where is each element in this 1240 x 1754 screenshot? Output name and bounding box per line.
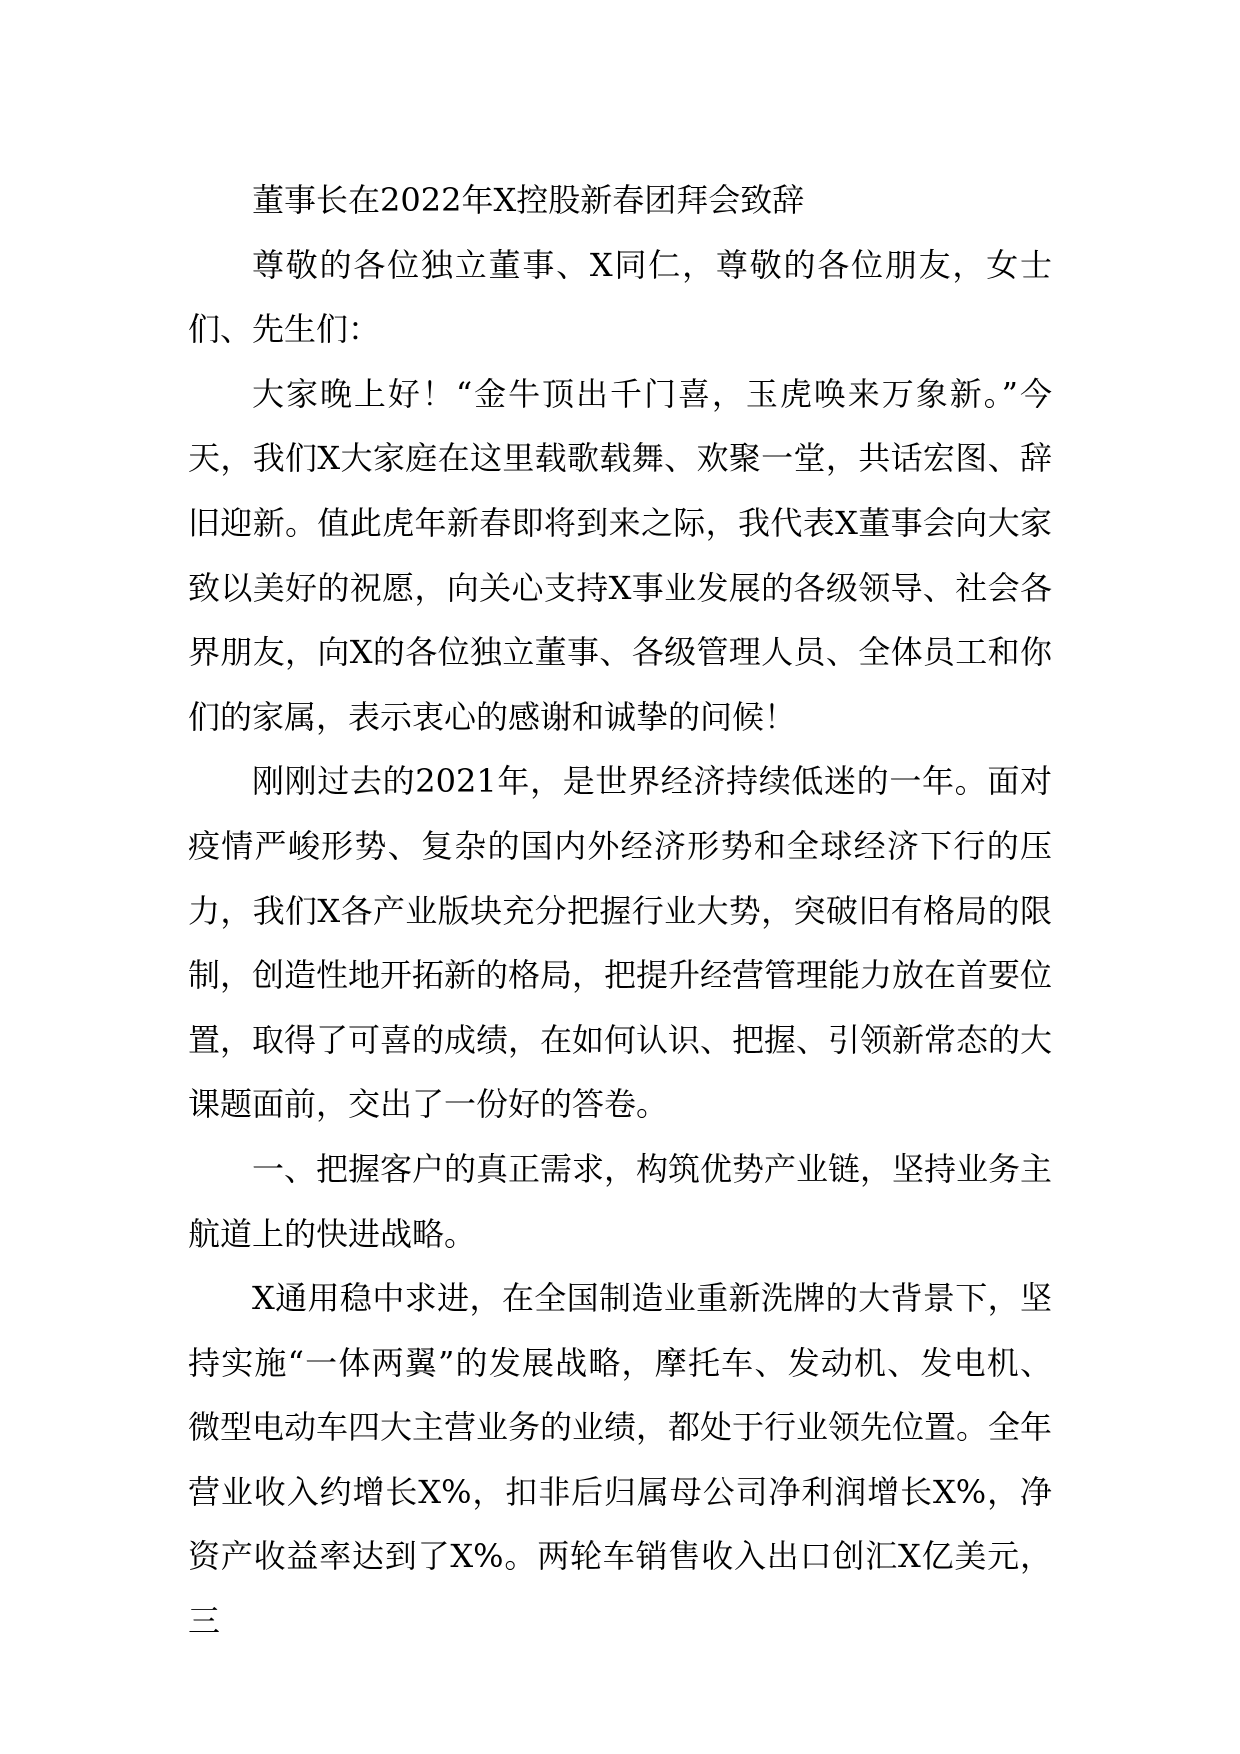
- document-title: 董事长在2022年X控股新春团拜会致辞: [252, 181, 805, 219]
- review-paragraph: 刚刚过去的2021年，是世界经济持续低迷的一年。面对疫情严峻形势、复杂的国内外经济形势和全球经济下行的压力，我们X各产业版块充分把握行业大势，突破旧有格局的限制，创造性地开拓新的格局，把提升经营管理能力放在首要位置，取得了可喜的成绩，在如何认识、把握、引领新常态的大课题面前，交出了一份好的答卷。: [188, 762, 1053, 1124]
- greeting-paragraph: 大家晚上好！“金牛顶出千门喜，玉虎唤来万象新。”今天，我们X大家庭在这里载歌载舞、欢聚一堂，共话宏图、辞旧迎新。值此虎年新春即将到来之际，我代表X董事会向大家致以美好的祝愿，向关心支持X事业发展的各级领导、社会各界朋友，向X的各位独立董事、各级管理人员、全体员工和你们的家属，表示衷心的感谢和诚挚的问候！: [188, 374, 1052, 736]
- section-heading-1: 一、把握客户的真正需求，构筑优势产业链，坚持业务主航道上的快进战略。: [188, 1149, 1053, 1253]
- salutation-paragraph: 尊敬的各位独立董事、X同仁，尊敬的各位朋友，女士们、先生们：: [188, 245, 1052, 349]
- document-body: [188, 168, 1052, 1654]
- business-paragraph: X通用稳中求进，在全国制造业重新洗牌的大背景下，坚持实施“一体两翼”的发展战略，摩托车、发动机、发电机、微型电动车四大主营业务的业绩，都处于行业领先位置。全年营业收入约增长X%，扣非后归属母公司净利润增长X%，净资产收益率达到了X%。两轮车销售收入出口创汇X亿美元，三: [188, 1279, 1053, 1641]
